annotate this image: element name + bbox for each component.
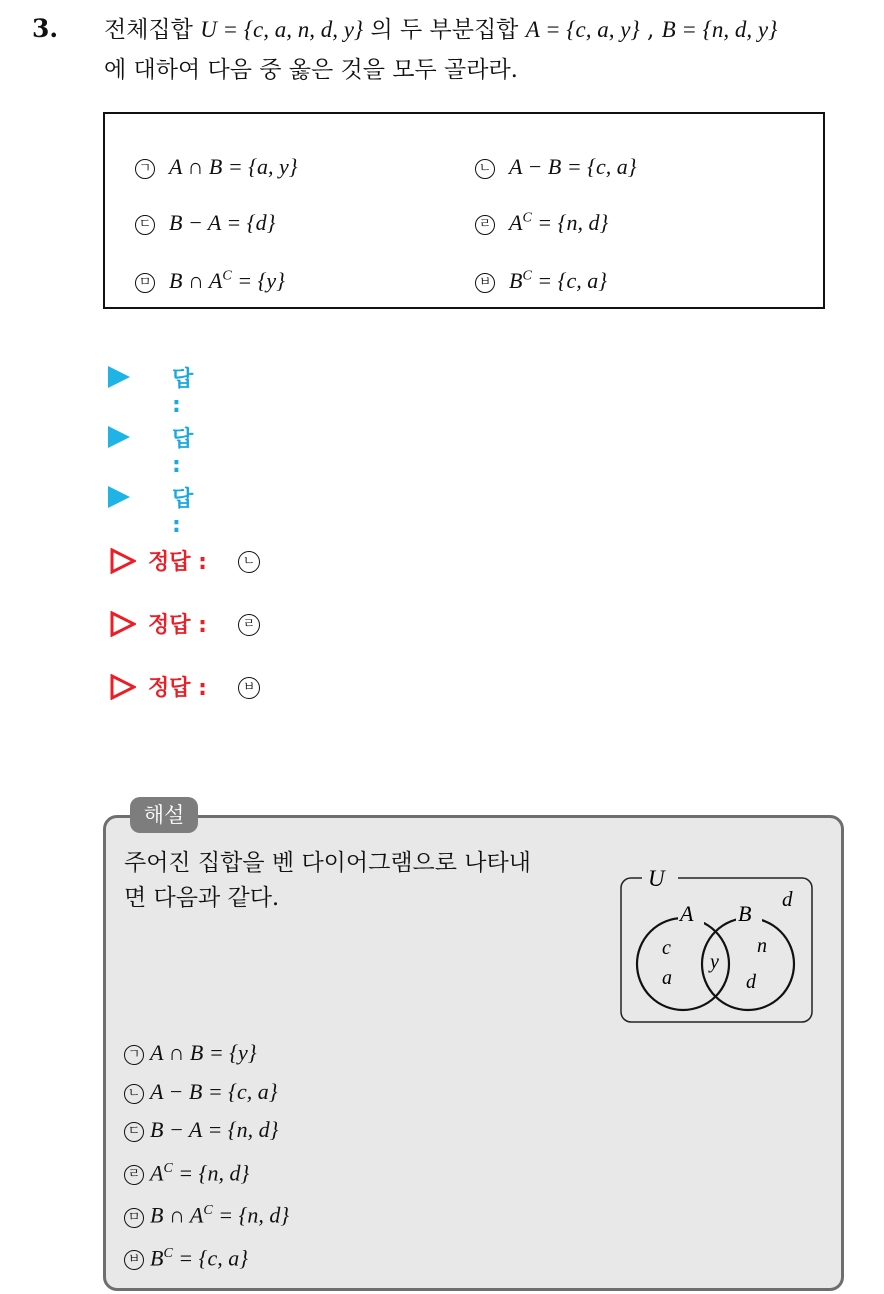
expr-rest: = {c, a}: [531, 268, 608, 293]
expr-rest: = {y}: [203, 1040, 257, 1065]
expr-base: A: [150, 1159, 164, 1185]
expr-sup: C: [163, 1246, 173, 1262]
explanation-item-4: [124, 1150, 289, 1193]
venn-both-y: y: [710, 951, 719, 973]
circled-mark-icon: ㄴ: [475, 159, 495, 179]
venn-label-b: B: [738, 901, 752, 926]
expr-base: A ∩ B: [150, 1040, 204, 1065]
expr-sup: C: [203, 1203, 213, 1219]
set-a: A = {c, a, y}: [525, 17, 640, 42]
explanation-item-1: [124, 1034, 289, 1073]
circled-mark-icon: ㄹ: [124, 1165, 144, 1185]
choice-expression: B − A = {d}: [169, 210, 276, 235]
circled-mark-icon: ㅁ: [124, 1208, 144, 1228]
universal-set: U = {c, a, n, d, y}: [200, 17, 364, 42]
correct-label: 정답 :: [148, 550, 207, 575]
expr-rest: = {n, d}: [201, 1117, 279, 1142]
choices-box: [103, 112, 825, 309]
venn-a-only-c: c: [662, 937, 671, 959]
circled-mark-icon: ㄷ: [135, 215, 155, 235]
separator: ,: [639, 17, 662, 43]
choice-3[interactable]: [135, 210, 275, 236]
expr-base: A − B: [150, 1078, 203, 1104]
explanation-item-6: [124, 1235, 289, 1278]
explanation-item-3: [124, 1111, 289, 1150]
circled-mark-icon: ㅁ: [135, 273, 155, 293]
expr-sup: C: [163, 1160, 173, 1176]
question-text: [104, 10, 874, 90]
choice-4[interactable]: [475, 210, 608, 236]
correct-label: 정답 :: [148, 676, 207, 701]
expr-rest: = {n, d}: [212, 1202, 290, 1228]
venn-label-u: U: [648, 866, 665, 891]
venn-a-only-a: a: [662, 967, 672, 989]
outline-triangle-icon: [110, 548, 136, 574]
expr-rest: = {c, a}: [202, 1078, 278, 1104]
correct-label: 정답 :: [148, 613, 207, 638]
correct-answer-row-1: [108, 541, 308, 581]
venn-b-only-n: n: [757, 935, 767, 957]
circled-mark-icon: ㅂ: [475, 273, 495, 293]
circled-mark-icon: ㅂ: [124, 1250, 144, 1270]
question-text-part: 전체집합: [104, 17, 201, 43]
explanation-line: 주어진 집합을 벤 다이어그램으로 나타내: [124, 850, 531, 876]
explanation-text: [124, 846, 594, 916]
expr-base: B − A: [150, 1117, 202, 1142]
question-line-1: [104, 10, 874, 50]
explanation-tag: 해설: [130, 797, 198, 833]
expr-sup: C: [222, 268, 232, 284]
choice-6[interactable]: [475, 268, 607, 294]
venn-diagram: [620, 858, 814, 1024]
venn-b-only-d: d: [746, 971, 756, 993]
expr-rest: = {n, d}: [172, 1159, 250, 1185]
expr-rest: = {n, d}: [531, 210, 609, 235]
question-text-part: 의 두 부분집합: [363, 17, 526, 43]
expr-base: B ∩ A: [150, 1202, 204, 1228]
outline-triangle-icon: [110, 674, 136, 700]
outline-triangle-icon: [110, 611, 136, 637]
choice-1[interactable]: [135, 154, 298, 180]
circled-mark-icon: ㄷ: [124, 1122, 144, 1142]
explanation-list: [124, 1034, 289, 1278]
triangle-bullet-icon: [108, 366, 130, 388]
expr-base: B: [150, 1245, 164, 1271]
triangle-bullet-icon: [108, 426, 130, 448]
correct-answer-row-2: [108, 604, 308, 644]
triangle-bullet-icon: [108, 486, 130, 508]
expr-rest: = {y}: [231, 268, 285, 293]
answer-label: 답 :: [172, 367, 194, 418]
circled-mark-icon: ㄱ: [124, 1045, 144, 1065]
expr-base: B ∩ A: [169, 268, 223, 293]
question-number: 3.: [32, 14, 59, 43]
correct-mark: ㄴ: [238, 551, 260, 573]
expr-sup: C: [522, 210, 532, 226]
question-line-2: 에 대하여 다음 중 옳은 것을 모두 골라라.: [104, 57, 518, 83]
explanation-item-5: [124, 1192, 289, 1235]
answer-label: 답 :: [172, 427, 194, 478]
venn-outside-d: d: [782, 887, 793, 911]
expr-base: A: [509, 210, 523, 235]
explanation-item-2: [124, 1073, 289, 1112]
circled-mark-icon: ㄴ: [124, 1084, 144, 1104]
explanation-line: 면 다음과 같다.: [124, 885, 280, 911]
choice-2[interactable]: [475, 154, 637, 180]
expr-base: B: [509, 268, 523, 293]
expr-rest: = {c, a}: [172, 1245, 249, 1271]
set-b: B = {n, d, y}: [661, 17, 778, 42]
choice-5[interactable]: [135, 268, 285, 294]
choice-expression: A ∩ B = {a, y}: [169, 154, 298, 179]
circled-mark-icon: ㄱ: [135, 159, 155, 179]
expr-sup: C: [522, 268, 532, 284]
correct-mark: ㅂ: [238, 677, 260, 699]
choice-expression: A − B = {c, a}: [509, 154, 637, 179]
correct-answer-row-3: [108, 667, 308, 707]
correct-mark: ㄹ: [238, 614, 260, 636]
circled-mark-icon: ㄹ: [475, 215, 495, 235]
venn-label-a: A: [680, 901, 694, 926]
answer-label: 답 :: [172, 487, 194, 538]
